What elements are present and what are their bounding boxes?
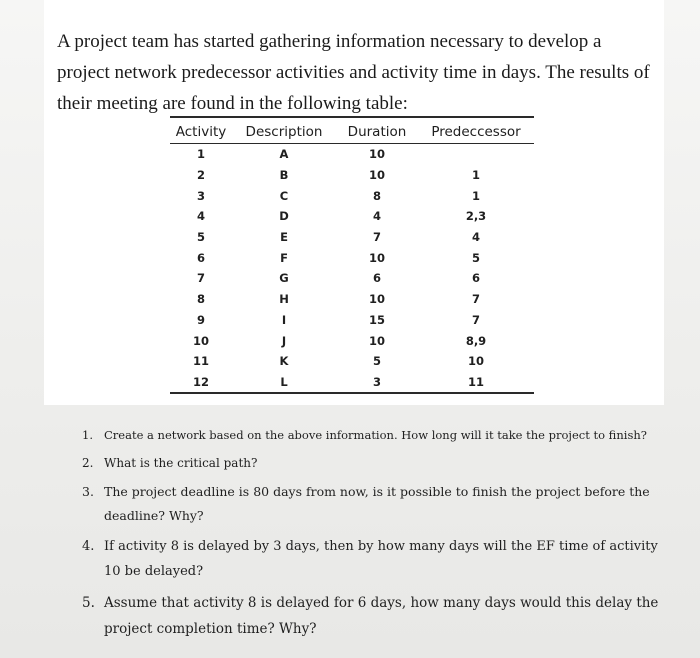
header-description: Description: [232, 117, 336, 144]
question-item: [60, 424, 660, 446]
cell-predecessor: 10: [467, 354, 484, 369]
header-predecessor: Predeccessor: [418, 117, 534, 144]
cell-duration: 10: [368, 292, 385, 307]
cell-description: E: [280, 230, 288, 245]
cell-description: L: [232, 372, 336, 394]
cell-description: B: [279, 168, 289, 183]
question-item: [60, 480, 660, 528]
cell-duration: 10: [368, 147, 385, 162]
cell-activity: 3: [196, 188, 205, 203]
question-item: [60, 590, 660, 642]
cell-duration: 6: [372, 271, 381, 286]
cell-duration: 5: [372, 354, 381, 369]
cell-duration: 15: [368, 312, 385, 327]
cell-predecessor: 7: [471, 312, 480, 327]
question-text: Assume that activity 8 is delayed for 6 days, how many days would this delay the project completion time? Why?: [104, 595, 659, 637]
cell-predecessor: [418, 144, 534, 165]
intro-paragraph: A project team has started gathering information necessary to develop a project network predecessor activities and activity time in days. The results of their meeting are found in the following table:: [57, 31, 650, 114]
cell-duration: 4: [372, 209, 381, 224]
cell-description: D: [279, 209, 289, 224]
question-number: 4.: [82, 539, 95, 554]
table-row: [170, 372, 534, 394]
question-number: 3.: [82, 484, 94, 499]
cell-activity: 7: [196, 271, 205, 286]
cell-predecessor: 6: [471, 271, 480, 286]
cell-duration: 10: [368, 250, 385, 265]
cell-activity: 4: [196, 209, 205, 224]
table-row: [170, 351, 534, 372]
header-duration: Duration: [336, 117, 418, 144]
cell-activity: 6: [196, 250, 205, 265]
cell-activity: 2: [196, 168, 205, 183]
question-text: What is the critical path?: [104, 456, 258, 470]
activity-table: [170, 116, 534, 394]
cell-duration: 10: [368, 168, 385, 183]
cell-description: C: [279, 188, 289, 203]
cell-duration: 10: [368, 333, 385, 348]
question-item: [60, 452, 660, 474]
cell-description: H: [279, 292, 289, 307]
cell-description: I: [281, 312, 287, 327]
question-number: 5.: [82, 595, 95, 611]
header-activity: Activity: [170, 117, 232, 144]
cell-predecessor: 1: [471, 188, 480, 203]
cell-predecessor: 2,3: [465, 209, 487, 224]
table-row: [170, 185, 534, 206]
question-number: 2.: [82, 456, 94, 470]
cell-activity: 1: [196, 147, 205, 162]
cell-activity: 8: [196, 292, 205, 307]
cell-predecessor: 7: [471, 292, 480, 307]
cell-description: K: [279, 354, 289, 369]
activity-table-container: [170, 116, 534, 394]
cell-description: A: [279, 147, 289, 162]
question-item: [60, 534, 660, 584]
cell-activity: 12: [170, 372, 232, 394]
question-text: The project deadline is 80 days from now, is it possible to finish the project before the deadline? Why?: [104, 484, 650, 523]
cell-predecessor: 4: [471, 230, 480, 245]
cell-description: J: [281, 333, 287, 348]
cell-activity: 11: [192, 354, 209, 369]
table-row: [170, 247, 534, 268]
cell-activity: 5: [196, 230, 205, 245]
cell-predecessor: 11: [418, 372, 534, 394]
cell-predecessor: 8,9: [465, 333, 487, 348]
table-row: [170, 227, 534, 248]
cell-description: G: [279, 271, 289, 286]
cell-duration: 7: [372, 230, 381, 245]
cell-activity: 10: [192, 333, 209, 348]
cell-description: F: [280, 250, 288, 265]
cell-duration: 3: [336, 372, 418, 394]
cell-activity: 9: [196, 312, 205, 327]
cell-predecessor: 1: [471, 168, 480, 183]
table-row: [170, 310, 534, 331]
table-row: [170, 289, 534, 310]
question-text: Create a network based on the above information. How long will it take the project to finish?: [104, 428, 647, 442]
table-row: [170, 206, 534, 227]
cell-duration: 8: [372, 188, 381, 203]
question-text: If activity 8 is delayed by 3 days, then by how many days will the EF time of activity 10 be delayed?: [104, 539, 658, 579]
table-row: [170, 165, 534, 186]
table-header-row: [170, 117, 534, 144]
table-row: [170, 144, 534, 165]
table-row: [170, 268, 534, 289]
table-row: [170, 330, 534, 351]
question-list: [60, 424, 660, 648]
cell-predecessor: 5: [471, 250, 480, 265]
question-number: 1.: [82, 428, 93, 442]
